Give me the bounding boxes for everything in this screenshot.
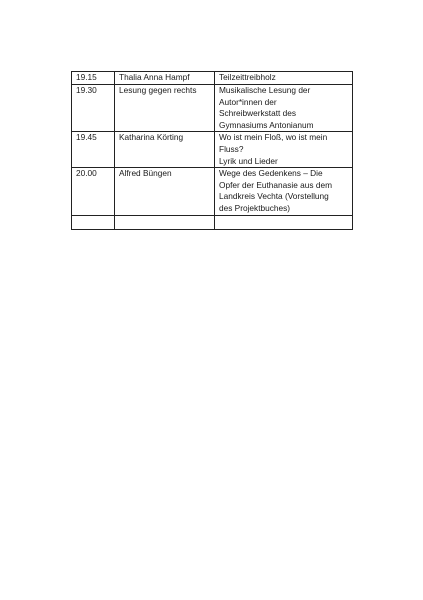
description-line: Gymnasiums Antonianum: [219, 119, 314, 130]
table-row: [72, 216, 353, 230]
description-line: des Projektbuches): [219, 202, 291, 213]
time-cell: 20.00: [72, 168, 115, 216]
description-line: Autor*innen der: [219, 96, 277, 107]
description-line: Schreibwerkstatt des: [219, 108, 297, 119]
time-cell: [72, 216, 115, 230]
performer-cell: Alfred Büngen: [115, 168, 215, 216]
performer-cell: Lesung gegen rechts: [115, 85, 215, 132]
performer-cell: Thalia Anna Hampf: [115, 72, 215, 85]
description-line: Landkreis Vechta (Vorstellung: [219, 191, 329, 202]
description-line: Teilzeittreibholz: [219, 72, 276, 82]
description-line: Wege des Gedenkens – Die: [219, 168, 323, 179]
table-row: [72, 168, 353, 216]
description-line: Lyrik und Lieder: [219, 155, 278, 166]
table-row: [72, 72, 353, 85]
description-cell: [215, 132, 353, 168]
table-row: [72, 85, 353, 132]
time-cell: 19.30: [72, 85, 115, 132]
description-cell: [215, 168, 353, 216]
table-row: [72, 132, 353, 168]
description-line: Musikalische Lesung der: [219, 85, 311, 95]
description-line: Opfer der Euthanasie aus dem: [219, 179, 332, 190]
description-cell: [215, 85, 353, 132]
description-line: Wo ist mein Floß, wo ist mein: [219, 132, 328, 143]
performer-cell: [115, 216, 215, 230]
performer-cell: Katharina Körting: [115, 132, 215, 168]
description-cell: [215, 216, 353, 230]
schedule-table: [71, 71, 353, 230]
time-cell: 19.45: [72, 132, 115, 168]
time-cell: 19.15: [72, 72, 115, 85]
description-line: Fluss?: [219, 143, 244, 154]
description-cell: [215, 72, 353, 85]
